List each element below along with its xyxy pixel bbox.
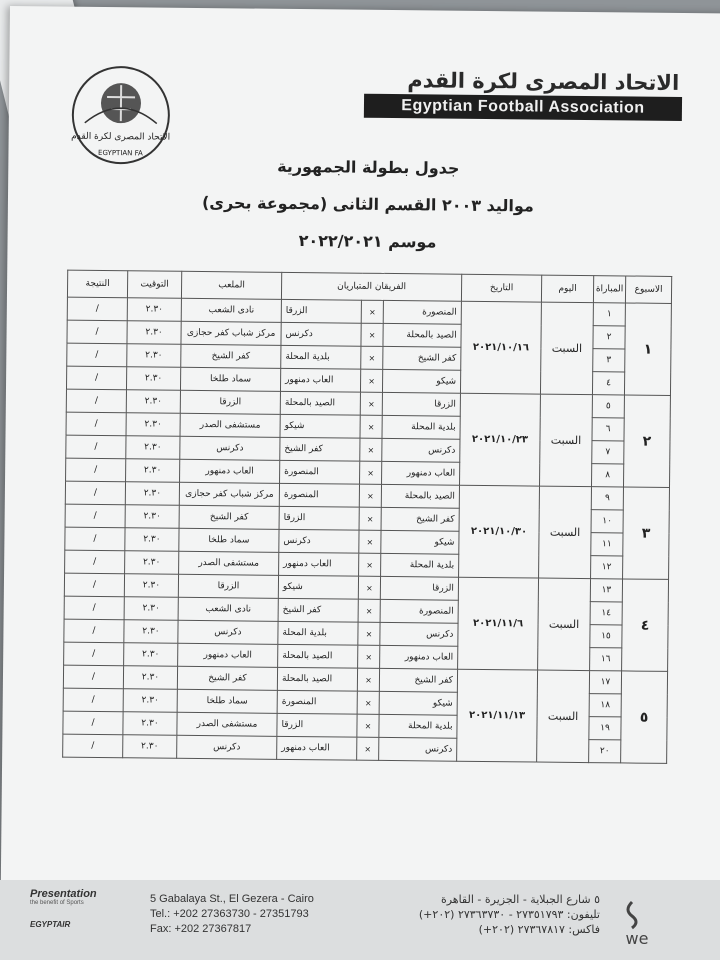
header-week: الاسبوع xyxy=(625,276,671,303)
vs-mark: × xyxy=(359,553,381,576)
away-team: الزرقا xyxy=(277,713,357,737)
week-number: ٢ xyxy=(624,395,671,487)
sponsor-line1: Presentation xyxy=(30,888,97,900)
header-teams: الفريقان المتباريان xyxy=(281,272,461,301)
home-team: المنصورة xyxy=(380,599,458,623)
vs-mark: × xyxy=(359,530,381,553)
away-team: كفر الشيخ xyxy=(280,437,360,461)
away-team: شيكو xyxy=(280,414,360,438)
kickoff-time: ٢.٣٠ xyxy=(125,482,179,506)
vs-mark: × xyxy=(361,323,383,346)
kickoff-time: ٢.٣٠ xyxy=(124,620,178,644)
match-number: ٩ xyxy=(591,487,623,510)
home-team: بلدية المحلة xyxy=(381,553,459,577)
kickoff-time: ٢.٣٠ xyxy=(124,574,178,598)
home-team: بلدية المحلة xyxy=(382,415,460,439)
stadium: مستشفى الصدر xyxy=(177,712,277,736)
stadium: سماد طلخا xyxy=(180,367,280,391)
away-team: الصيد بالمحلة xyxy=(278,644,358,668)
header-day: اليوم xyxy=(541,275,593,303)
home-team: شيكو xyxy=(381,530,459,554)
kickoff-time: ٢.٣٠ xyxy=(126,459,180,483)
match-result: / xyxy=(65,527,125,551)
vs-mark: × xyxy=(357,737,379,760)
away-team: شيكو xyxy=(278,575,358,599)
away-team: المنصورة xyxy=(280,460,360,484)
address-en: 5 Gabalaya St., El Gezera - Cairo xyxy=(150,893,314,905)
match-result: / xyxy=(67,320,127,344)
kickoff-time: ٢.٣٠ xyxy=(124,597,178,621)
away-team: دكرنس xyxy=(281,322,361,346)
match-number: ٦ xyxy=(592,418,624,441)
match-number: ١٧ xyxy=(589,671,621,694)
home-team: شيكو xyxy=(382,369,460,393)
stadium: كفر الشيخ xyxy=(177,666,277,690)
organization-name-ar: الاتحاد المصرى لكرة القدم xyxy=(407,68,680,96)
match-number: ٤ xyxy=(592,372,624,395)
vs-mark: × xyxy=(361,346,383,369)
header-stadium: الملعب xyxy=(181,271,281,299)
match-result: / xyxy=(66,458,126,482)
home-team: دكرنس xyxy=(382,438,460,462)
stadium: العاب دمنهور xyxy=(180,459,280,483)
away-team: كفر الشيخ xyxy=(278,598,358,622)
home-team: بلدية المحلة xyxy=(379,714,457,738)
match-number: ٧ xyxy=(592,441,624,464)
address-ar: ٥ شارع الجبلاية - الجزيرة - القاهرة xyxy=(440,893,600,906)
kickoff-time: ٢.٣٠ xyxy=(127,344,181,368)
match-number: ١١ xyxy=(591,533,623,556)
match-day: السبت xyxy=(540,394,593,487)
away-team: بلدية المحلة xyxy=(278,621,358,645)
match-result: / xyxy=(64,642,124,666)
stadium: كفر الشيخ xyxy=(179,505,279,529)
stadium: الزرقا xyxy=(178,574,278,598)
match-result: / xyxy=(63,688,123,712)
vs-mark: × xyxy=(357,668,379,691)
schedule-title: جدول بطولة الجمهورية xyxy=(277,156,460,178)
match-day: السبت xyxy=(540,302,593,395)
header-time: التوقيت xyxy=(127,271,181,299)
home-team: كفر الشيخ xyxy=(381,507,459,531)
match-number: ١٨ xyxy=(589,694,621,717)
vs-mark: × xyxy=(360,392,382,415)
schedule-subtitle: مواليد ٢٠٠٣ القسم الثانى (مجموعة بحرى) xyxy=(201,193,534,216)
sponsor-line2: the benefit of Sports xyxy=(30,900,84,906)
efa-logo-icon xyxy=(66,63,179,168)
match-result: / xyxy=(65,481,125,505)
kickoff-time: ٢.٣٠ xyxy=(126,390,180,414)
match-number: ١ xyxy=(593,303,625,326)
stadium: مركز شباب كفر حجازى xyxy=(179,482,279,506)
tel-en: Tel.: +202 27363730 - 27351793 xyxy=(150,908,309,920)
vs-mark: × xyxy=(358,645,380,668)
kickoff-time: ٢.٣٠ xyxy=(126,436,180,460)
match-result: / xyxy=(67,297,127,321)
match-day: السبت xyxy=(537,670,590,763)
vs-mark: × xyxy=(357,691,379,714)
vs-mark: × xyxy=(358,622,380,645)
away-team: المنصورة xyxy=(279,483,359,507)
kickoff-time: ٢.٣٠ xyxy=(123,666,177,690)
header-result: النتيجة xyxy=(67,270,127,298)
match-date: ٢٠٢١/١١/١٣ xyxy=(457,669,538,762)
match-number: ٢٠ xyxy=(589,740,621,763)
kickoff-time: ٢.٣٠ xyxy=(125,528,179,552)
home-team: دكرنس xyxy=(379,737,457,761)
match-date: ٢٠٢١/١١/٦ xyxy=(458,577,539,670)
home-team: الصيد بالمحلة xyxy=(381,484,459,508)
fax-en: Fax: +202 27367817 xyxy=(150,923,252,935)
away-team: الزرقا xyxy=(281,299,361,323)
match-result: / xyxy=(63,711,123,735)
contact-en xyxy=(150,892,380,937)
match-date: ٢٠٢١/١٠/٣٠ xyxy=(459,485,540,578)
match-number: ٨ xyxy=(592,464,624,487)
away-team: العاب دمنهور xyxy=(280,368,360,392)
match-number: ٢ xyxy=(593,326,625,349)
sponsor-line3: EGYPTAIR xyxy=(30,920,71,929)
home-team: كفر الشيخ xyxy=(379,668,457,692)
home-team: العاب دمنهور xyxy=(380,645,458,669)
away-team: العاب دمنهور xyxy=(279,552,359,576)
kickoff-time: ٢.٣٠ xyxy=(125,551,179,575)
match-date: ٢٠٢١/١٠/٢٣ xyxy=(460,393,541,486)
match-number: ١٥ xyxy=(590,625,622,648)
vs-mark: × xyxy=(360,415,382,438)
away-team: بلدية المحلة xyxy=(281,345,361,369)
sponsor-block xyxy=(30,888,130,929)
vs-mark: × xyxy=(360,438,382,461)
home-team: شيكو xyxy=(379,691,457,715)
stadium: سماد طلخا xyxy=(179,528,279,552)
fax-ar: فاكس: ٢٧٣٦٧٨١٧ (٢٠٢+) xyxy=(478,923,600,936)
organization-name-en: Egyptian Football Association xyxy=(364,94,682,121)
match-result: / xyxy=(66,366,126,390)
stadium: مستشفى الصدر xyxy=(179,551,279,575)
vs-mark: × xyxy=(358,576,380,599)
season-label: موسم ٢٠٢٢/٢٠٢١ xyxy=(298,231,437,252)
kickoff-time: ٢.٣٠ xyxy=(123,689,177,713)
home-team: دكرنس xyxy=(380,622,458,646)
match-date: ٢٠٢١/١٠/١٦ xyxy=(460,301,541,394)
schedule-table xyxy=(62,270,672,764)
header-match: المباراة xyxy=(593,276,625,303)
vs-mark: × xyxy=(359,484,381,507)
match-number: ٥ xyxy=(592,395,624,418)
kickoff-time: ٢.٣٠ xyxy=(127,298,181,322)
match-number: ١٦ xyxy=(590,648,622,671)
kickoff-time: ٢.٣٠ xyxy=(123,735,177,759)
match-result: / xyxy=(64,596,124,620)
match-result: / xyxy=(63,665,123,689)
kickoff-time: ٢.٣٠ xyxy=(126,413,180,437)
vs-mark: × xyxy=(360,461,382,484)
home-team: الزرقا xyxy=(382,392,460,416)
kickoff-time: ٢.٣٠ xyxy=(126,367,180,391)
stadium: العاب دمنهور xyxy=(178,643,278,667)
match-result: / xyxy=(66,435,126,459)
vs-mark: × xyxy=(360,369,382,392)
match-number: ١٠ xyxy=(591,510,623,533)
document-page xyxy=(0,6,720,960)
match-result: / xyxy=(64,573,124,597)
match-number: ١٩ xyxy=(589,717,621,740)
home-team: الصيد بالمحلة xyxy=(383,323,461,347)
logo-text-en: EGYPTIAN FA xyxy=(98,148,143,158)
match-number: ٣ xyxy=(593,349,625,372)
match-number: ١٣ xyxy=(590,579,622,602)
week-number: ٤ xyxy=(622,579,669,671)
match-result: / xyxy=(64,619,124,643)
stadium: دكرنس xyxy=(178,620,278,644)
week-number: ٥ xyxy=(621,671,668,763)
stadium: مستشفى الصدر xyxy=(180,413,280,437)
away-team: الصيد بالمحلة xyxy=(280,391,360,415)
match-result: / xyxy=(63,734,123,758)
kickoff-time: ٢.٣٠ xyxy=(123,712,177,736)
week-number: ١ xyxy=(624,303,671,395)
kickoff-time: ٢.٣٠ xyxy=(125,505,179,529)
home-team: العاب دمنهور xyxy=(382,461,460,485)
home-team: المنصورة xyxy=(383,300,461,324)
stadium: دكرنس xyxy=(177,735,277,759)
match-result: / xyxy=(67,343,127,367)
vs-mark: × xyxy=(358,599,380,622)
stadium: الزرقا xyxy=(180,390,280,414)
tel-ar: تليفون: ٢٧٣٥١٧٩٣ - ٢٧٣٦٣٧٣٠ (٢٠٢+) xyxy=(418,908,600,921)
away-team: الصيد بالمحلة xyxy=(277,667,357,691)
kickoff-time: ٢.٣٠ xyxy=(127,321,181,345)
logo-text-ar: الاتحاد المصرى لكرة القدم xyxy=(71,131,171,143)
away-team: دكرنس xyxy=(279,529,359,553)
vs-mark: × xyxy=(361,300,383,323)
week-number: ٣ xyxy=(623,487,670,579)
match-number: ١٢ xyxy=(591,556,623,579)
match-result: / xyxy=(65,550,125,574)
stadium: سماد طلخا xyxy=(177,689,277,713)
vs-mark: × xyxy=(357,714,379,737)
schedule-body xyxy=(63,297,672,763)
home-team: الزرقا xyxy=(380,576,458,600)
match-result: / xyxy=(65,504,125,528)
we-brand-logo-icon xyxy=(612,898,662,948)
stadium: نادى الشعب xyxy=(178,597,278,621)
match-number: ١٤ xyxy=(590,602,622,625)
match-result: / xyxy=(66,412,126,436)
brand-text: we xyxy=(625,929,649,948)
away-team: المنصورة xyxy=(277,690,357,714)
stadium: مركز شباب كفر حجازى xyxy=(181,321,281,345)
vs-mark: × xyxy=(359,507,381,530)
stadium: كفر الشيخ xyxy=(181,344,281,368)
away-team: الزرقا xyxy=(279,506,359,530)
match-result: / xyxy=(66,389,126,413)
header-date: التاريخ xyxy=(461,274,541,302)
kickoff-time: ٢.٣٠ xyxy=(124,643,178,667)
stadium: نادى الشعب xyxy=(181,298,281,322)
stadium: دكرنس xyxy=(180,436,280,460)
match-day: السبت xyxy=(539,486,592,579)
footer-banner xyxy=(0,880,720,960)
away-team: العاب دمنهور xyxy=(277,736,357,760)
home-team: كفر الشيخ xyxy=(383,346,461,370)
match-day: السبت xyxy=(538,578,591,671)
contact-ar xyxy=(360,892,600,937)
